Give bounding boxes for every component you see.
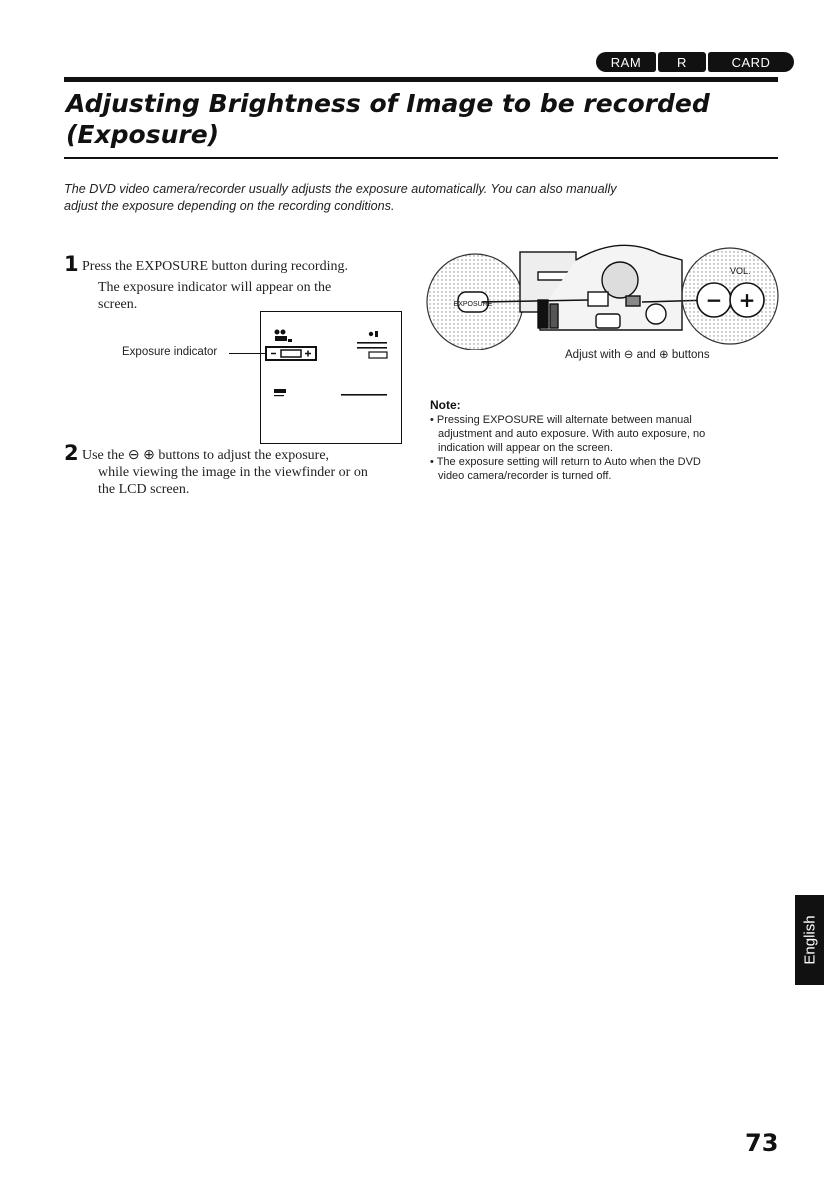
intro-paragraph [64, 181, 784, 215]
exposure-bar-icon [266, 347, 316, 360]
step-1-text: Press the EXPOSURE button during recording. [82, 259, 348, 274]
note-item-2-line-1: • The exposure setting will return to Auto when the DVD [430, 456, 701, 468]
note-list [430, 413, 790, 483]
svg-text:EXPOSURE: EXPOSURE [453, 301, 493, 308]
step-1-sub-line-1: The exposure indicator will appear on the [98, 280, 332, 295]
note-item-1-line-3: indication will appear on the screen. [438, 442, 613, 454]
step-2-line-2: while viewing the image in the viewfinder or on [98, 465, 368, 480]
svg-text:VOL.: VOL. [730, 266, 751, 276]
step-2-line-3: the LCD screen. [98, 482, 190, 497]
intro-line-2: adjust the exposure depending on the recording conditions. [64, 199, 395, 213]
title-line-1: Adjusting Brightness of Image to be recorded [66, 89, 710, 118]
exposure-indicator-label: Exposure indicator [122, 346, 218, 358]
language-tab [795, 895, 824, 985]
note-title: Note: [430, 398, 461, 412]
badge-ram: RAM [596, 52, 656, 72]
divider-line [341, 394, 387, 396]
step-1-subtext [98, 279, 418, 313]
camera-illustration [420, 230, 790, 350]
svg-text:−: − [705, 288, 723, 312]
note-item-1-line-1: • Pressing EXPOSURE will alternate between manual [430, 414, 692, 426]
note-item-2-line-2: video camera/recorder is turned off. [438, 470, 612, 482]
figure-caption: Adjust with ⊖ and ⊕ buttons [565, 349, 710, 361]
screen-icons [261, 312, 401, 443]
svg-text:+: + [738, 288, 756, 312]
step-2-text [82, 447, 412, 498]
badge-card: CARD [708, 52, 794, 72]
mode-icon [275, 330, 293, 343]
lcd-icon [274, 389, 286, 396]
status-icons [357, 331, 387, 358]
note-item-1-line-2: adjustment and auto exposure. With auto exposure, no [438, 428, 706, 440]
title-line-2: (Exposure) [66, 120, 220, 149]
badge-r: R [658, 52, 706, 72]
page-number: 73 [745, 1129, 779, 1157]
screen-diagram [260, 311, 402, 444]
top-rule [64, 77, 778, 82]
language-tab-label: English [801, 915, 818, 965]
step-2-line-1: Use the ⊖ ⊕ buttons to adjust the exposure, [82, 448, 330, 463]
disc-type-badges [596, 52, 794, 74]
title-rule [64, 157, 778, 159]
step-1-number: 1 [64, 252, 79, 276]
step-1-sub-line-2: screen. [98, 297, 138, 312]
page-title [66, 88, 786, 150]
step-2-number: 2 [64, 441, 79, 465]
intro-line-1: The DVD video camera/recorder usually adjusts the exposure automatically. You can also manually [64, 182, 617, 196]
volume-zoom-circle [682, 248, 778, 344]
